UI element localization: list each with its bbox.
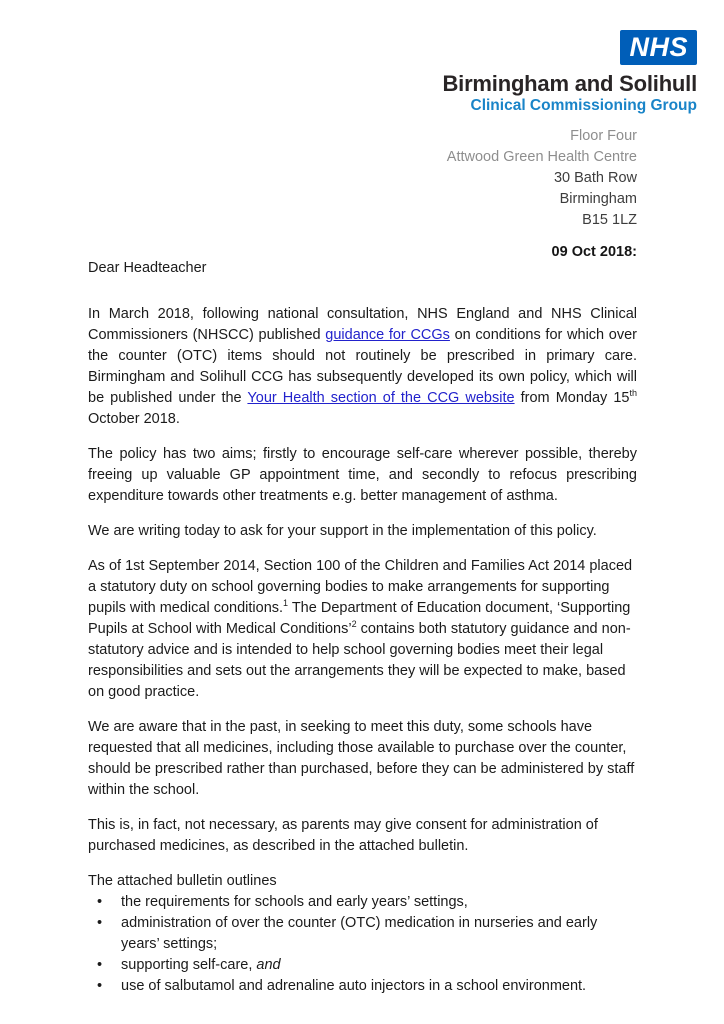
header [442, 30, 697, 115]
bullet-text: administration of over the counter (OTC) medication in nurseries and early years’ settings; [121, 915, 598, 952]
bullet-text [121, 955, 637, 976]
paragraph-text: The Department of Education document, ‘Supporting Pupils at School with Medical Conditions’ [88, 600, 631, 637]
paragraph-support-request: We are writing today to ask for your support in the implementation of this policy. [88, 523, 597, 539]
bullet-dot-icon: • [97, 894, 103, 910]
list-item [88, 955, 637, 976]
nhs-logo: NHS [620, 30, 697, 65]
paragraph-text: As of 1st September 2014, Section 100 of the Children and Families Act 2014 placed a statutory duty on school governing bodies to make arrangements for supporting pupils with medical conditions. [88, 558, 633, 616]
paragraph-text: October 2018. [88, 411, 180, 427]
list-item [88, 913, 637, 955]
link-your-health-section[interactable]: Your Health section of the CCG website [247, 390, 515, 406]
paragraph-policy-aims: The policy has two aims; firstly to encourage self-care wherever possible, thereby freeing up valuable GP appointment time, and secondly to refocus prescribing expenditure towards other treatments e.g. better management of asthma. [88, 446, 637, 504]
paragraph-text: contains both statutory guidance and non-statutory advice and is intended to help school governing bodies meet their legal responsibilities and sets out the arrangements they will be expected to make, based on good practice. [88, 621, 631, 700]
paragraph-guidance [88, 304, 637, 430]
paragraph-past-practice: We are aware that in the past, in seeking to meet this duty, some schools have requested that all medicines, including those available to purchase over the counter, should be prescribed rather than purchased, before they can be administered by staff within the school. [88, 719, 635, 798]
bulletin-intro: The attached bulletin outlines [88, 873, 277, 889]
address-block [447, 126, 637, 263]
bullet-text: use of salbutamol and adrenaline auto injectors in a school environment. [121, 978, 587, 994]
bullet-text-plain: supporting self-care, [121, 957, 257, 973]
paragraph-statutory-duty [88, 556, 637, 703]
paragraph-text: on conditions for which over the counter (OTC) items should not routinely be prescribed in primary care. Birmingham and Solihull CCG has subsequently developed its own policy, which will be published under the [88, 327, 637, 406]
letter-body [88, 258, 637, 997]
paragraph-consent: This is, in fact, not necessary, as parents may give consent for administration of purchased medicines, as described in the attached bulletin. [88, 817, 598, 854]
bullet-dot-icon: • [97, 978, 103, 994]
footnote-ref-1: 1 [283, 598, 289, 609]
ordinal-superscript: th [629, 388, 637, 399]
bullet-dot-icon: • [97, 957, 103, 973]
bullet-text-italic: and [256, 957, 281, 973]
list-item [88, 892, 637, 913]
bullet-dot-icon: • [97, 915, 103, 931]
bullet-text: the requirements for schools and early years’ settings, [121, 894, 468, 910]
address-line-4: Birmingham [559, 191, 637, 207]
org-name: Birmingham and Solihull [442, 71, 697, 96]
address-line-1: Floor Four [570, 128, 637, 144]
salutation: Dear Headteacher [88, 260, 207, 276]
bullet-list [88, 892, 637, 997]
link-guidance-for-ccgs[interactable]: guidance for CCGs [325, 327, 450, 343]
footnote-ref-2: 2 [351, 619, 357, 630]
address-line-5: B15 1LZ [582, 212, 637, 228]
letter-date: 09 Oct 2018: [551, 244, 637, 260]
paragraph-text: In March 2018, following national consultation, NHS England and NHS Clinical Commissioners (NHSCC) published [88, 306, 637, 343]
address-line-2: Attwood Green Health Centre [446, 149, 637, 165]
address-line-3: 30 Bath Row [553, 170, 637, 186]
list-item [88, 976, 637, 997]
paragraph-text: from Monday 15 [514, 390, 630, 406]
org-subtitle: Clinical Commissioning Group [470, 97, 697, 114]
